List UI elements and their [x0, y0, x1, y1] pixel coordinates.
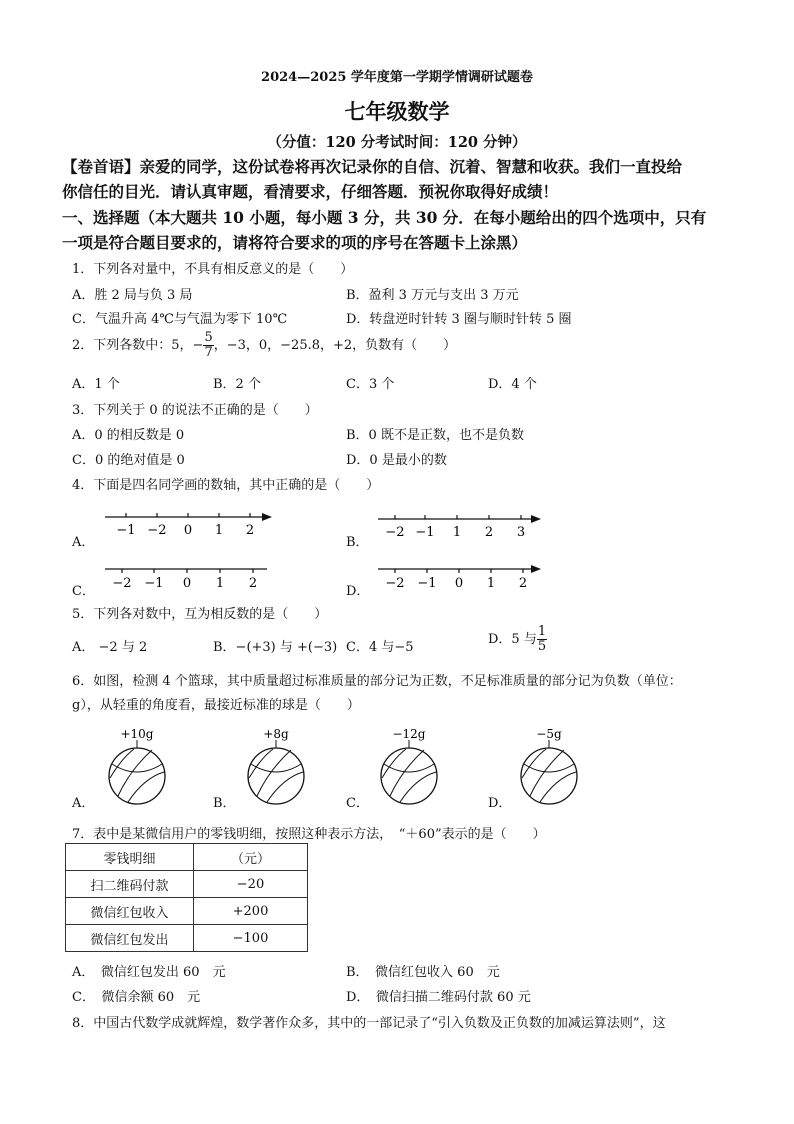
q5-option-b[interactable]: B．−(+3) 与 +(−3)	[213, 640, 338, 655]
basketball-a	[104, 726, 174, 806]
q2-option-b[interactable]: B．2 个	[213, 377, 261, 392]
q3-option-b[interactable]: B．0 既不是正数，也不是负数	[346, 428, 524, 443]
q6-option-b[interactable]: B．	[213, 796, 236, 811]
q2-option-c[interactable]: C．3 个	[346, 377, 395, 392]
number-line-c	[100, 563, 275, 593]
axis-b-label-2: −1	[415, 525, 435, 540]
q5-option-d[interactable]: D．5 与 $\frac{1}{5}$	[488, 624, 547, 654]
q1-option-c[interactable]: C．气温升高 4℃与气温为零下 10℃	[72, 312, 288, 327]
table-cell: 扫二维码付款	[66, 871, 194, 898]
number-line-d	[373, 563, 548, 593]
table-cell: −20	[194, 871, 308, 898]
exam-title: 2024—2025 学年度第一学期学情调研试题卷	[261, 70, 533, 85]
axis-d-label-1: −2	[385, 576, 405, 591]
ball-d-label: −5g	[536, 727, 562, 741]
axis-d-label-5: 2	[518, 576, 528, 591]
q2-fraction: $\frac{5}{7}$	[204, 330, 213, 360]
q1-option-d[interactable]: D．转盘逆时针转 3 圈与顺时针转 5 圈	[346, 312, 572, 327]
table-cell: +200	[194, 898, 308, 925]
q3-option-d[interactable]: D．0 是最小的数	[346, 453, 447, 468]
axis-c-label-1: −2	[112, 576, 132, 591]
q4-option-a[interactable]: A．	[72, 535, 95, 550]
basketball-b	[243, 726, 313, 806]
q6-option-d[interactable]: D．	[488, 796, 512, 811]
axis-c-label-2: −1	[144, 576, 164, 591]
subject-title: 七年级数学	[344, 99, 450, 124]
axis-a-label-5: 2	[245, 523, 255, 538]
table-header-cell: （元）	[194, 844, 308, 871]
preface-line-2: 你信任的目光．请认真审题，看清要求，仔细答题．预祝你取得好成绩！	[62, 182, 559, 201]
score-time: （分值：120 分考试时间：120 分钟）	[267, 134, 527, 151]
ball-c-label: −12g	[392, 727, 426, 741]
q5-stem: 5．下列各对数中，互为相反数的是（ ）	[72, 607, 328, 622]
preface-line-1: 【卷首语】亲爱的同学，这份试卷将再次记录你的自信、沉着、智慧和收获。我们一直投给	[62, 157, 683, 176]
q3-option-a[interactable]: A．0 的相反数是 0	[72, 428, 185, 443]
axis-c-label-3: 0	[182, 576, 192, 591]
q5-fraction: $\frac{1}{5}$	[537, 624, 547, 654]
number-line-b	[373, 510, 548, 540]
q4-option-d[interactable]: D．	[346, 584, 370, 599]
q7-option-b[interactable]: B． 微信红包收入 60 元	[346, 965, 500, 980]
axis-b-label-1: −2	[385, 525, 405, 540]
axis-a-label-3: 0	[183, 523, 193, 538]
q7-option-d[interactable]: D． 微信扫描二维码付款 60 元	[346, 990, 531, 1005]
axis-d-label-2: −1	[417, 576, 437, 591]
table-row	[66, 871, 308, 898]
table-header-row	[66, 844, 308, 871]
table-cell: 微信红包收入	[66, 898, 194, 925]
section-heading-line-1: 一、选择题（本大题共 10 小题，每小题 3 分，共 30 分．在每小题给出的四个选项中，只有	[62, 208, 707, 227]
q2-option-a[interactable]: A．1 个	[72, 377, 120, 392]
axis-a-label-1: −1	[116, 523, 136, 538]
q2-stem-pre: 2．下列各数中：5，−	[72, 338, 204, 353]
q7-option-c[interactable]: C． 微信余额 60 元	[72, 990, 201, 1005]
ball-a-label: +10g	[120, 727, 154, 741]
q6-stem-line-1: 6．如图，检测 4 个篮球，其中质量超过标准质量的部分记为正数，不足标准质量的部分记为负数（单位：	[72, 674, 682, 689]
axis-c-label-4: 1	[215, 576, 225, 591]
q1-stem: 1．下列各对量中，不具有相反意义的是（ ）	[72, 262, 354, 277]
q2-stem-post: ，−3，0，−25.8，+2，负数有（ ）	[213, 338, 457, 353]
axis-b-label-3: 1	[452, 525, 462, 540]
q3-option-c[interactable]: C．0 的绝对值是 0	[72, 453, 185, 468]
axis-b-label-4: 2	[484, 525, 494, 540]
q4-option-b[interactable]: B．	[346, 535, 369, 550]
q2-stem	[72, 331, 456, 360]
q1-option-b[interactable]: B．盈利 3 万元与支出 3 万元	[346, 288, 519, 303]
table-header-cell: 零钱明细	[66, 844, 194, 871]
q4-stem: 4．下面是四名同学画的数轴，其中正确的是（ ）	[72, 478, 380, 493]
axis-b-label-5: 3	[516, 525, 526, 540]
table-row	[66, 898, 308, 925]
q3-stem: 3．下列关于 0 的说法不正确的是（ ）	[72, 403, 318, 418]
basketball-c	[376, 726, 446, 806]
q6-stem-line-2: g），从轻重的角度看，最接近标准的球是（ ）	[72, 698, 360, 713]
axis-c-label-5: 2	[248, 576, 258, 591]
q7-stem: 7．表中是某微信用户的零钱明细，按照这种表示方法， “＋60”表示的是（ ）	[72, 827, 546, 842]
q6-option-a[interactable]: A．	[72, 796, 95, 811]
ball-b-label: +8g	[263, 727, 289, 741]
q5-option-a[interactable]: A． −2 与 2	[72, 640, 148, 655]
axis-d-label-4: 1	[486, 576, 496, 591]
table-cell: −100	[194, 925, 308, 952]
q5-option-c[interactable]: C．4 与−5	[346, 640, 414, 655]
q2-option-d[interactable]: D．4 个	[488, 377, 537, 392]
wallet-detail-table	[65, 843, 308, 952]
axis-a-label-4: 1	[214, 523, 224, 538]
table-row	[66, 925, 308, 952]
q8-stem: 8．中国古代数学成就辉煌，数学著作众多，其中的一部记录了“引入负数及正负数的加减运算法则”，这	[72, 1016, 666, 1031]
axis-d-label-3: 0	[454, 576, 464, 591]
q7-option-a[interactable]: A． 微信红包发出 60 元	[72, 965, 226, 980]
basketball-d	[516, 726, 586, 806]
q4-option-c[interactable]: C．	[72, 584, 95, 599]
q6-option-c[interactable]: C．	[346, 796, 369, 811]
section-heading-line-2: 一项是符合题目要求的，请将符合要求的项的序号在答题卡上涂黑）	[62, 233, 528, 252]
axis-a-label-2: −2	[147, 523, 167, 538]
table-cell: 微信红包发出	[66, 925, 194, 952]
number-line-a	[100, 508, 275, 538]
q1-option-a[interactable]: A．胜 2 局与负 3 局	[72, 288, 193, 303]
